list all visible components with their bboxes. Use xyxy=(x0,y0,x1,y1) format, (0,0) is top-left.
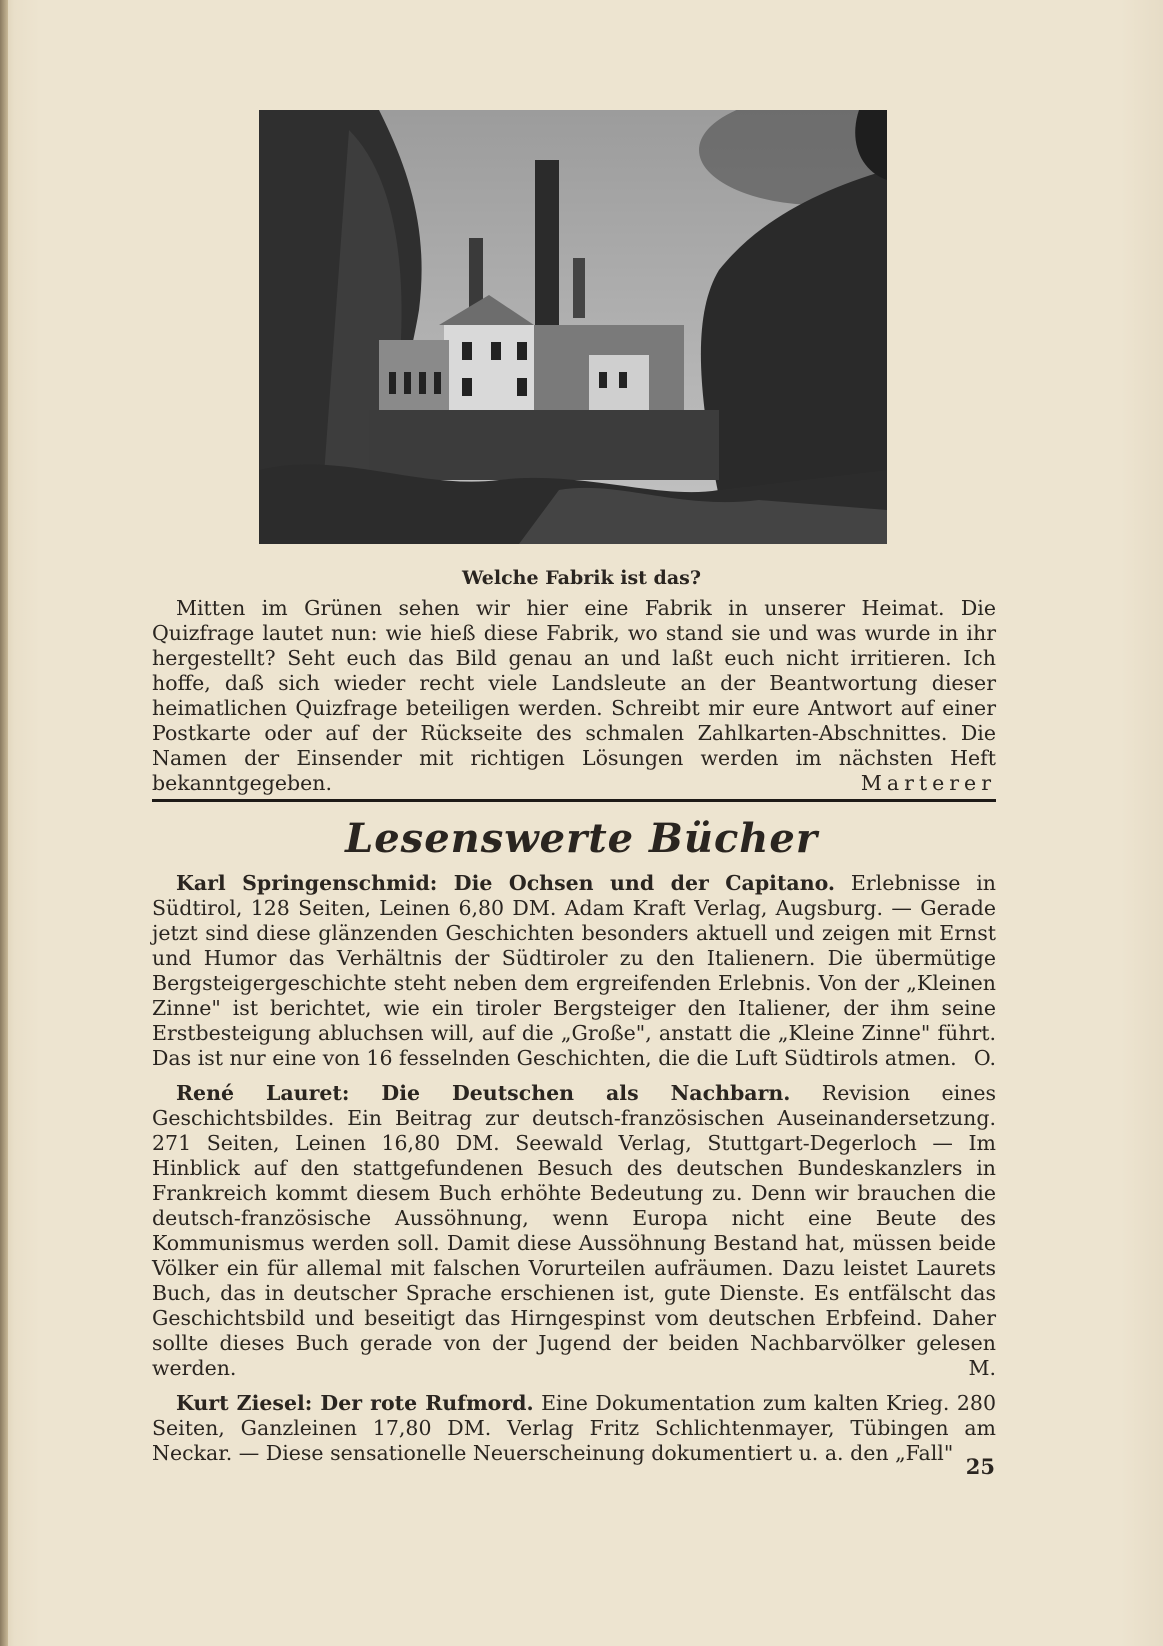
quiz-paragraph xyxy=(152,596,996,796)
book-text: Erlebnisse in Südtirol, 128 Seiten, Leinen 6,80 DM. Adam Kraft Verlag, Augsburg. — Gerade jetzt sind diese glänzenden Geschichten besonders aktuell und zeigen mit Ernst und Humor das Verhältnis der Südtiroler zu den Italienern. Die übermütige Bergsteigergeschichte steht neben dem ergreifenden Erlebnis. Von der „Kleinen Zinne" ist berichtet, wie ein tiroler Bergsteiger den Italiener, der ihm seine Erstbesteigung abluchsen will, auf die „Große", anstatt die „Kleine Zinne" führt. Das ist nur eine von 16 fesselnden Geschichten, die die Luft Südtirols atmen. xyxy=(152,871,996,1070)
book-reviews xyxy=(152,871,996,1476)
book-heading: René Lauret: Die Deutschen als Nachbarn. xyxy=(176,1081,791,1105)
book-signature: O. xyxy=(973,1046,996,1070)
page-number: 25 xyxy=(965,1454,995,1479)
book-review xyxy=(152,1081,996,1381)
section-heading: Lesenswerte Bücher xyxy=(345,815,818,862)
quiz-body: Mitten im Grünen sehen wir hier eine Fabrik in unserer Heimat. Die Quizfrage lautet nun: wie hieß diese Fabrik, wo stand sie und was wurde in ihr hergestellt? Seht euch das Bild genau an und laßt euch nicht irritieren. Ich hoffe, daß sich wieder recht viele Landsleute an der Beantwortung dieser heimatlichen Quizfrage beteiligen werden. Schreibt mir eure Antwort auf einer Postkarte oder auf der Rückseite des schmalen Zahlkarten-Abschnittes. Die Namen der Einsender mit richtigen Lösungen werden im nächsten Heft bekanntgegeben. xyxy=(152,596,996,795)
book-review xyxy=(152,1391,996,1466)
book-heading: Kurt Ziesel: Der rote Rufmord. xyxy=(176,1391,534,1415)
book-review xyxy=(152,871,996,1071)
quiz-title: Welche Fabrik ist das? xyxy=(462,567,701,589)
book-text: Revision eines Geschichtsbildes. Ein Beitrag zur deutsch-französischen Auseinandersetzung. 271 Seiten, Leinen 16,80 DM. Seewald Verlag, Stuttgart-Degerloch — Im Hinblick auf den stattgefundenen Besuch des deutschen Bundeskanzlers in Frankreich kommt diesem Buch erhöhte Bedeutung zu. Denn wir brauchen die deutsch-französische Aussöhnung, wenn Europa nicht eine Beute des Kommunismus werden soll. Damit diese Aussöhnung Bestand hat, müssen beide Völker ein für allemal mit falschen Vorurteilen aufräumen. Dazu leistet Laurets Buch, das in deutscher Sprache erschienen ist, gute Dienste. Es entfälscht das Geschichtsbild und beseitigt das Hirngespinst vom deutschen Erbfeind. Daher sollte dieses Buch gerade von der Jugend der beiden Nachbarvölker gelesen werden. xyxy=(152,1081,996,1380)
section-divider xyxy=(152,799,996,802)
book-text: Eine Dokumentation zum kalten Krieg. 280 Seiten, Ganzleinen 17,80 DM. Verlag Fritz Schlichtenmayer, Tübingen am Neckar. — Diese sensationelle Neuerscheinung dokumentiert u. a. den „Fall" xyxy=(152,1391,996,1465)
book-heading: Karl Springenschmid: Die Ochsen und der Capitano. xyxy=(176,871,836,895)
quiz-signature: Marterer xyxy=(860,771,996,795)
factory-photo xyxy=(259,110,887,544)
book-signature: M. xyxy=(968,1356,996,1380)
